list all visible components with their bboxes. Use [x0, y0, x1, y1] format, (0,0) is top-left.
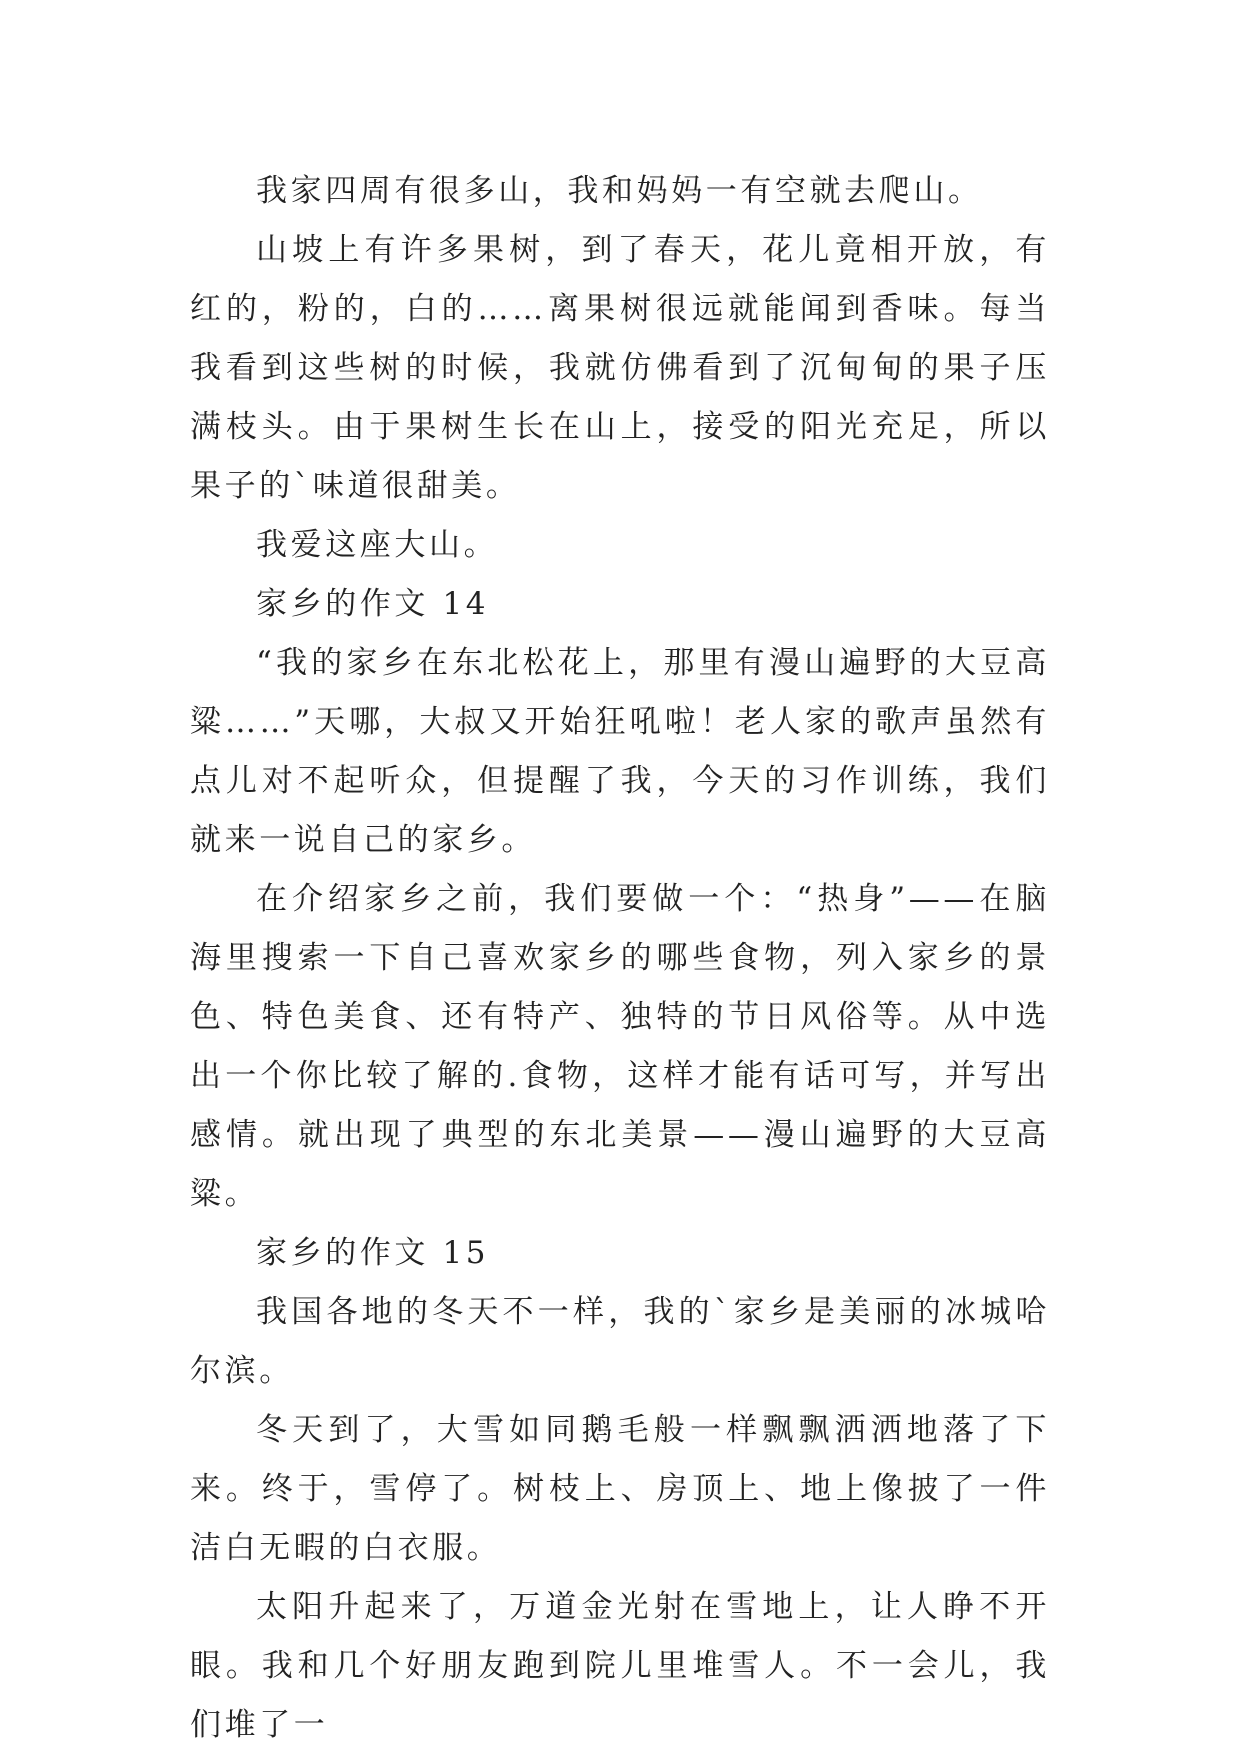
paragraph-snowman: 太阳升起来了，万道金光射在雪地上，让人睁不开眼。我和几个好朋友跑到院儿里堆雪人。不一会儿，我们堆了一: [190, 1589, 1050, 1743]
document-page: [190, 162, 1050, 1755]
essay-heading-15: 家乡的作文 15: [256, 1235, 490, 1271]
paragraph-warmup: 在介绍家乡之前，我们要做一个：“热身”——在脑海里搜索一下自己喜欢家乡的哪些食物，列入家乡的景色、特色美食、还有特产、独特的节日风俗等。从中选出一个你比较了解的.食物，这样才能有话可写，并写出感情。就出现了典型的东北美景——漫山遍野的大豆高粱。: [190, 881, 1050, 1212]
paragraph-mountains-intro: 我家四周有很多山，我和妈妈一有空就去爬山。: [256, 173, 983, 209]
paragraph-love-mountain: 我爱这座大山。: [256, 527, 499, 563]
essay-heading-14: 家乡的作文 14: [256, 586, 490, 622]
paragraph-snowfall: 冬天到了，大雪如同鹅毛般一样飘飘洒洒地落了下来。终于，雪停了。树枝上、房顶上、地上像披了一件洁白无暇的白衣服。: [190, 1412, 1050, 1566]
paragraph-fruit-trees: 山坡上有许多果树，到了春天，花儿竟相开放，有红的，粉的，白的……离果树很远就能闻到香味。每当我看到这些树的时候，我就仿佛看到了沉甸甸的果子压满枝头。由于果树生长在山上，接受的阳光充足，所以果子的`味道很甜美。: [190, 232, 1050, 504]
paragraph-song: “我的家乡在东北松花上，那里有漫山遍野的大豆高粱……”天哪，大叔又开始狂吼啦！老人家的歌声虽然有点儿对不起听众，但提醒了我，今天的习作训练，我们就来一说自己的家乡。: [190, 645, 1050, 858]
paragraph-harbin: 我国各地的冬天不一样，我的`家乡是美丽的冰城哈尔滨。: [190, 1294, 1050, 1389]
